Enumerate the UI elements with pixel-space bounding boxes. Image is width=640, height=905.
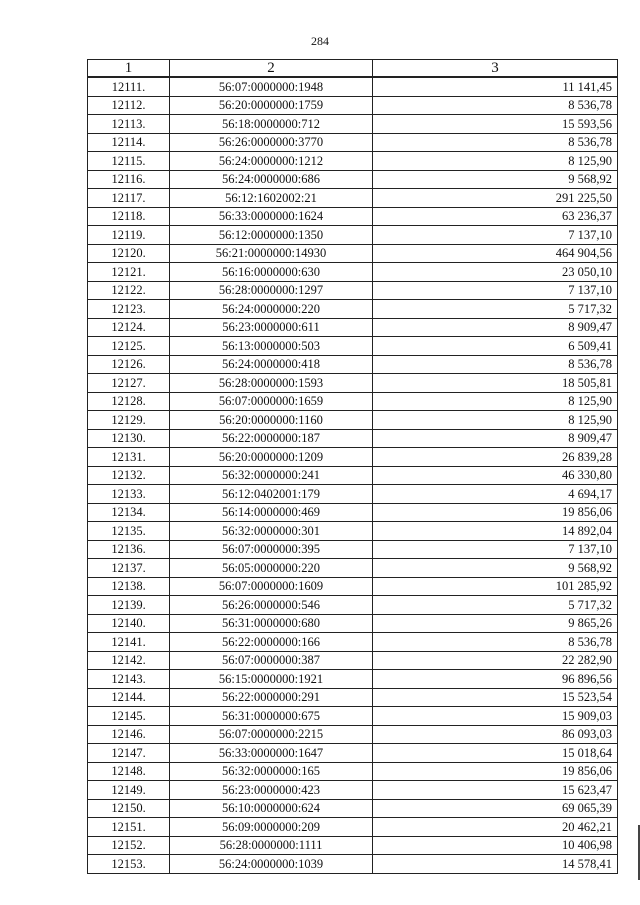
amount-cell: 23 050,10 [373,263,618,282]
table-row [88,651,618,670]
table-row [88,189,618,208]
row-number-cell: 12125. [88,337,170,356]
cadastral-number-cell: 56:26:0000000:546 [170,596,373,615]
table-row [88,300,618,319]
row-number-cell: 12147. [88,744,170,763]
table-header-row [88,60,618,78]
table-row [88,614,618,633]
amount-cell: 8 536,78 [373,633,618,652]
row-number-cell: 12144. [88,688,170,707]
amount-cell: 8 125,90 [373,411,618,430]
table-row [88,577,618,596]
row-number-cell: 12134. [88,503,170,522]
row-number-cell: 12139. [88,596,170,615]
table-row [88,633,618,652]
cadastral-number-cell: 56:31:0000000:675 [170,707,373,726]
row-number-cell: 12131. [88,448,170,467]
cadastral-number-cell: 56:09:0000000:209 [170,818,373,837]
row-number-cell: 12127. [88,374,170,393]
amount-cell: 101 285,92 [373,577,618,596]
table-row [88,207,618,226]
registry-table [87,59,618,874]
row-number-cell: 12112. [88,96,170,115]
row-number-cell: 12140. [88,614,170,633]
cadastral-number-cell: 56:28:0000000:1111 [170,836,373,855]
row-number-cell: 12130. [88,429,170,448]
table-row [88,670,618,689]
amount-cell: 86 093,03 [373,725,618,744]
cadastral-number-cell: 56:21:0000000:14930 [170,244,373,263]
table-row [88,429,618,448]
row-number-cell: 12152. [88,836,170,855]
table-row [88,485,618,504]
cadastral-number-cell: 56:26:0000000:3770 [170,133,373,152]
amount-cell: 6 509,41 [373,337,618,356]
row-number-cell: 12123. [88,300,170,319]
table-row [88,762,618,781]
row-number-cell: 12133. [88,485,170,504]
row-number-cell: 12115. [88,152,170,171]
table-row [88,688,618,707]
table-row [88,392,618,411]
amount-cell: 8 125,90 [373,152,618,171]
cadastral-number-cell: 56:12:0000000:1350 [170,226,373,245]
amount-cell: 69 065,39 [373,799,618,818]
amount-cell: 5 717,32 [373,596,618,615]
table-body [88,77,618,873]
amount-cell: 63 236,37 [373,207,618,226]
row-number-cell: 12113. [88,115,170,134]
row-number-cell: 12124. [88,318,170,337]
table-row [88,355,618,374]
table-row [88,374,618,393]
row-number-cell: 12117. [88,189,170,208]
table-row [88,281,618,300]
amount-cell: 15 593,56 [373,115,618,134]
table-row [88,77,618,96]
cadastral-number-cell: 56:24:0000000:220 [170,300,373,319]
row-number-cell: 12145. [88,707,170,726]
row-number-cell: 12143. [88,670,170,689]
amount-cell: 8 125,90 [373,392,618,411]
table-row [88,226,618,245]
row-number-cell: 12122. [88,281,170,300]
cadastral-number-cell: 56:12:0402001:179 [170,485,373,504]
cadastral-number-cell: 56:13:0000000:503 [170,337,373,356]
cadastral-number-cell: 56:24:0000000:1039 [170,855,373,874]
amount-cell: 5 717,32 [373,300,618,319]
amount-cell: 96 896,56 [373,670,618,689]
cadastral-number-cell: 56:05:0000000:220 [170,559,373,578]
cadastral-number-cell: 56:33:0000000:1647 [170,744,373,763]
row-number-cell: 12146. [88,725,170,744]
amount-cell: 8 909,47 [373,318,618,337]
row-number-cell: 12150. [88,799,170,818]
row-number-cell: 12129. [88,411,170,430]
table-row [88,799,618,818]
table-row [88,96,618,115]
amount-cell: 14 578,41 [373,855,618,874]
row-number-cell: 12111. [88,77,170,96]
table-row [88,448,618,467]
cadastral-number-cell: 56:24:0000000:1212 [170,152,373,171]
row-number-cell: 12135. [88,522,170,541]
row-number-cell: 12151. [88,818,170,837]
cadastral-number-cell: 56:24:0000000:418 [170,355,373,374]
cadastral-number-cell: 56:20:0000000:1160 [170,411,373,430]
table-row [88,170,618,189]
column-header-1: 1 [88,60,170,78]
amount-cell: 8 536,78 [373,355,618,374]
row-number-cell: 12119. [88,226,170,245]
cadastral-number-cell: 56:07:0000000:2215 [170,725,373,744]
cadastral-number-cell: 56:28:0000000:1593 [170,374,373,393]
amount-cell: 15 623,47 [373,781,618,800]
cadastral-number-cell: 56:14:0000000:469 [170,503,373,522]
amount-cell: 10 406,98 [373,836,618,855]
amount-cell: 9 865,26 [373,614,618,633]
cadastral-number-cell: 56:28:0000000:1297 [170,281,373,300]
table-row [88,744,618,763]
amount-cell: 7 137,10 [373,540,618,559]
table-row [88,559,618,578]
cadastral-number-cell: 56:22:0000000:166 [170,633,373,652]
amount-cell: 20 462,21 [373,818,618,837]
table-row [88,152,618,171]
cadastral-number-cell: 56:31:0000000:680 [170,614,373,633]
row-number-cell: 12116. [88,170,170,189]
cadastral-number-cell: 56:07:0000000:1948 [170,77,373,96]
table-row [88,725,618,744]
cadastral-number-cell: 56:32:0000000:241 [170,466,373,485]
cadastral-number-cell: 56:16:0000000:630 [170,263,373,282]
cadastral-number-cell: 56:15:0000000:1921 [170,670,373,689]
amount-cell: 15 909,03 [373,707,618,726]
cadastral-number-cell: 56:07:0000000:395 [170,540,373,559]
cadastral-number-cell: 56:24:0000000:686 [170,170,373,189]
cadastral-number-cell: 56:33:0000000:1624 [170,207,373,226]
row-number-cell: 12138. [88,577,170,596]
cadastral-number-cell: 56:18:0000000:712 [170,115,373,134]
amount-cell: 19 856,06 [373,762,618,781]
amount-cell: 8 536,78 [373,96,618,115]
table-row [88,133,618,152]
row-number-cell: 12126. [88,355,170,374]
cadastral-number-cell: 56:23:0000000:423 [170,781,373,800]
page-number: 284 [311,34,329,48]
table-row [88,781,618,800]
table-row [88,318,618,337]
row-number-cell: 12136. [88,540,170,559]
table-row [88,522,618,541]
table-row [88,115,618,134]
cadastral-number-cell: 56:32:0000000:301 [170,522,373,541]
cadastral-number-cell: 56:12:1602002:21 [170,189,373,208]
column-header-2: 2 [170,60,373,78]
row-number-cell: 12148. [88,762,170,781]
cadastral-number-cell: 56:10:0000000:624 [170,799,373,818]
table-row [88,503,618,522]
amount-cell: 22 282,90 [373,651,618,670]
row-number-cell: 12132. [88,466,170,485]
cadastral-number-cell: 56:07:0000000:1609 [170,577,373,596]
amount-cell: 7 137,10 [373,281,618,300]
table-row [88,596,618,615]
amount-cell: 8 536,78 [373,133,618,152]
row-number-cell: 12121. [88,263,170,282]
row-number-cell: 12114. [88,133,170,152]
table-row [88,244,618,263]
row-number-cell: 12118. [88,207,170,226]
amount-cell: 19 856,06 [373,503,618,522]
amount-cell: 15 523,54 [373,688,618,707]
table-row [88,836,618,855]
amount-cell: 15 018,64 [373,744,618,763]
cadastral-number-cell: 56:20:0000000:1209 [170,448,373,467]
table-row [88,818,618,837]
cadastral-number-cell: 56:07:0000000:387 [170,651,373,670]
amount-cell: 7 137,10 [373,226,618,245]
row-number-cell: 12142. [88,651,170,670]
amount-cell: 9 568,92 [373,170,618,189]
table-row [88,337,618,356]
amount-cell: 464 904,56 [373,244,618,263]
amount-cell: 8 909,47 [373,429,618,448]
amount-cell: 18 505,81 [373,374,618,393]
amount-cell: 4 694,17 [373,485,618,504]
row-number-cell: 12149. [88,781,170,800]
amount-cell: 26 839,28 [373,448,618,467]
cadastral-number-cell: 56:23:0000000:611 [170,318,373,337]
cadastral-number-cell: 56:32:0000000:165 [170,762,373,781]
amount-cell: 14 892,04 [373,522,618,541]
row-number-cell: 12120. [88,244,170,263]
column-header-3: 3 [373,60,618,78]
table-row [88,466,618,485]
row-number-cell: 12153. [88,855,170,874]
amount-cell: 11 141,45 [373,77,618,96]
amount-cell: 9 568,92 [373,559,618,578]
table-row [88,707,618,726]
table-row [88,411,618,430]
cadastral-number-cell: 56:07:0000000:1659 [170,392,373,411]
cadastral-number-cell: 56:20:0000000:1759 [170,96,373,115]
row-number-cell: 12141. [88,633,170,652]
table-row [88,540,618,559]
cadastral-number-cell: 56:22:0000000:187 [170,429,373,448]
row-number-cell: 12128. [88,392,170,411]
table-row [88,263,618,282]
cadastral-number-cell: 56:22:0000000:291 [170,688,373,707]
row-number-cell: 12137. [88,559,170,578]
amount-cell: 46 330,80 [373,466,618,485]
table-row [88,855,618,874]
amount-cell: 291 225,50 [373,189,618,208]
